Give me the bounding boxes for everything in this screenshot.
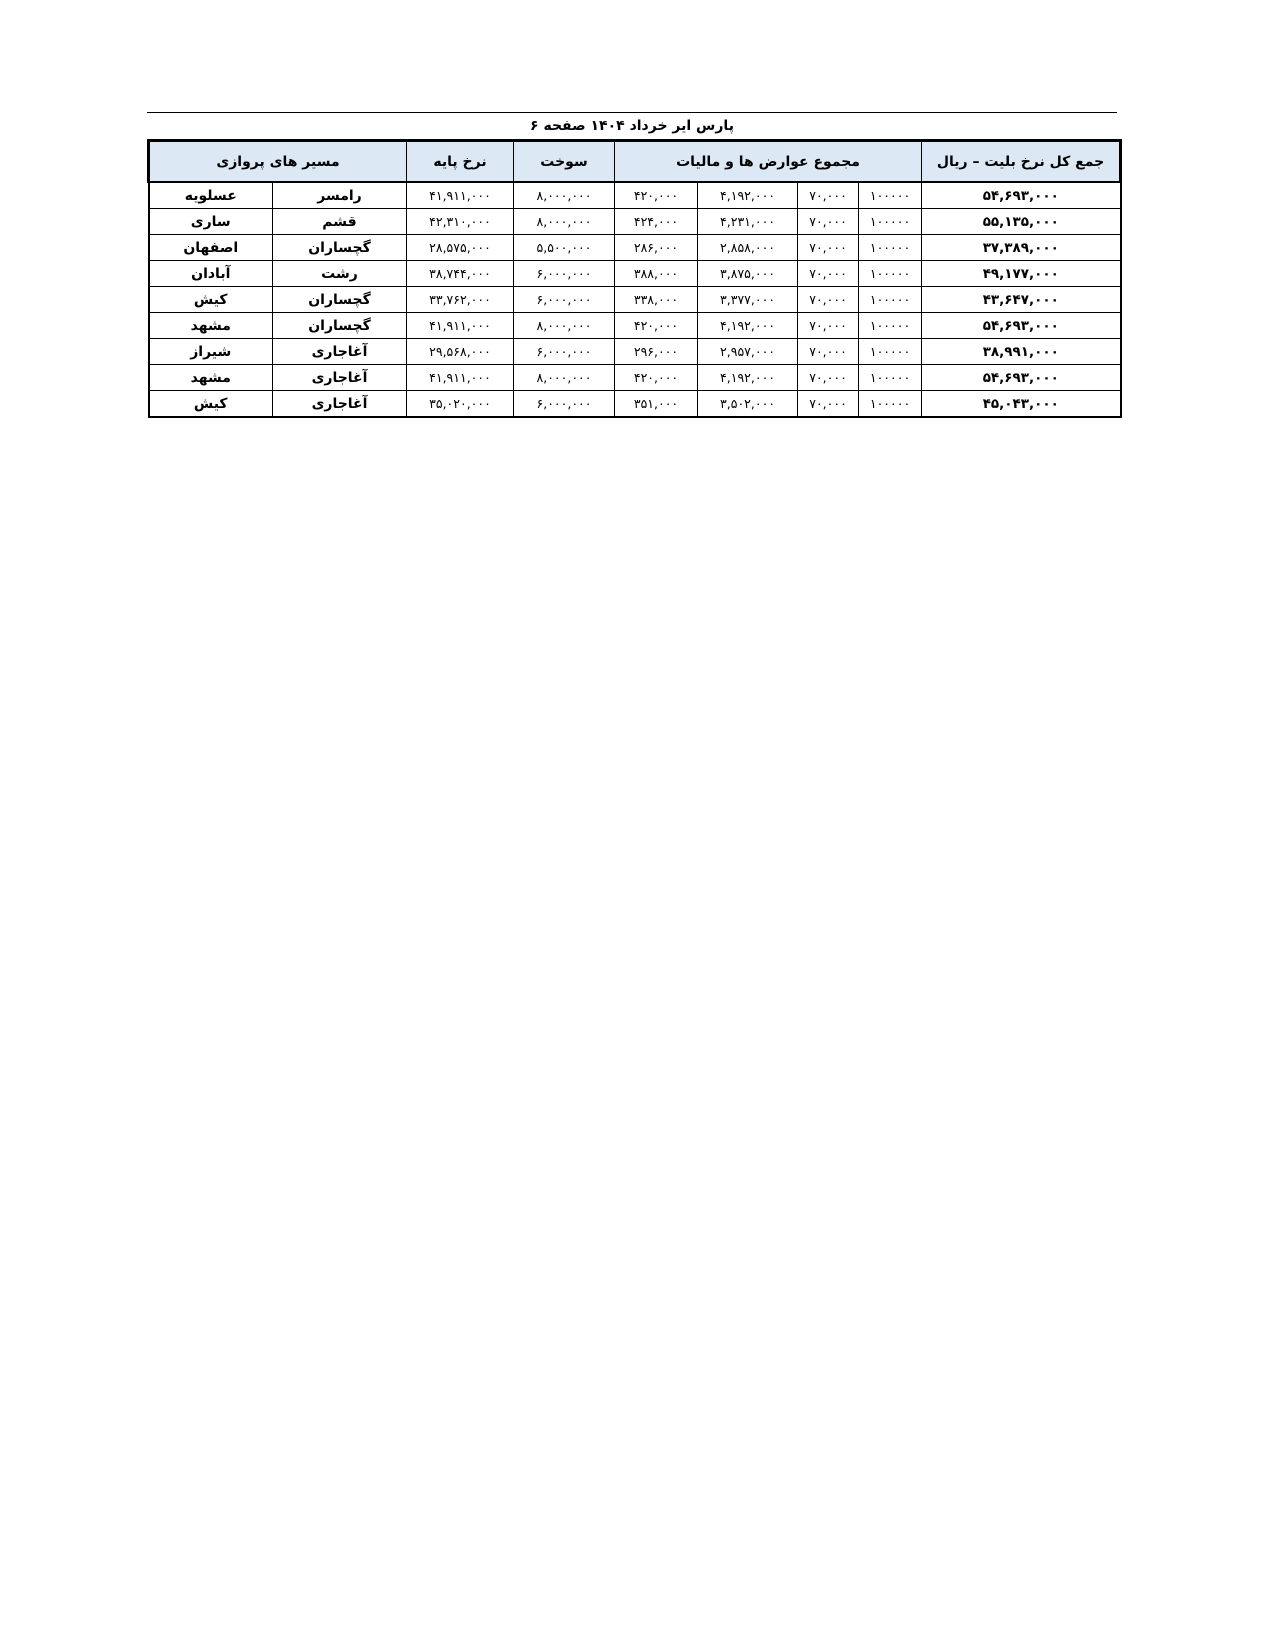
cell-origin: قشم	[273, 209, 407, 235]
cell-fuel: ۸,۰۰۰,۰۰۰	[514, 313, 615, 339]
cell-tax-4: ۴۲۰,۰۰۰	[615, 365, 698, 391]
cell-tax-1: ۱۰۰۰۰۰	[859, 339, 922, 365]
cell-tax-3: ۴,۱۹۲,۰۰۰	[698, 313, 798, 339]
cell-origin: گچساران	[273, 313, 407, 339]
cell-origin: آغاجاری	[273, 391, 407, 418]
table-row	[149, 339, 1121, 365]
cell-tax-4: ۳۵۱,۰۰۰	[615, 391, 698, 418]
cell-tax-4: ۲۸۶,۰۰۰	[615, 235, 698, 261]
cell-tax-4: ۴۲۰,۰۰۰	[615, 182, 698, 209]
fare-table	[147, 139, 1122, 418]
cell-base-fare: ۲۹,۵۶۸,۰۰۰	[407, 339, 514, 365]
cell-base-fare: ۴۱,۹۱۱,۰۰۰	[407, 313, 514, 339]
cell-tax-2: ۷۰,۰۰۰	[798, 365, 859, 391]
cell-total: ۳۸,۹۹۱,۰۰۰	[922, 339, 1121, 365]
table-row	[149, 391, 1121, 418]
cell-total: ۴۹,۱۷۷,۰۰۰	[922, 261, 1121, 287]
cell-total: ۵۴,۶۹۳,۰۰۰	[922, 313, 1121, 339]
cell-tax-1: ۱۰۰۰۰۰	[859, 261, 922, 287]
cell-destination: ساری	[149, 209, 273, 235]
cell-tax-3: ۴,۱۹۲,۰۰۰	[698, 365, 798, 391]
table-row	[149, 182, 1121, 209]
cell-tax-1: ۱۰۰۰۰۰	[859, 182, 922, 209]
cell-fuel: ۶,۰۰۰,۰۰۰	[514, 261, 615, 287]
table-header-row	[149, 141, 1121, 183]
cell-tax-4: ۴۲۰,۰۰۰	[615, 313, 698, 339]
cell-tax-3: ۲,۹۵۷,۰۰۰	[698, 339, 798, 365]
cell-tax-2: ۷۰,۰۰۰	[798, 209, 859, 235]
cell-tax-3: ۴,۲۳۱,۰۰۰	[698, 209, 798, 235]
cell-origin: آغاجاری	[273, 339, 407, 365]
cell-total: ۴۳,۶۴۷,۰۰۰	[922, 287, 1121, 313]
cell-tax-1: ۱۰۰۰۰۰	[859, 209, 922, 235]
table-row	[149, 287, 1121, 313]
cell-tax-2: ۷۰,۰۰۰	[798, 182, 859, 209]
cell-tax-2: ۷۰,۰۰۰	[798, 287, 859, 313]
cell-base-fare: ۴۱,۹۱۱,۰۰۰	[407, 365, 514, 391]
cell-tax-4: ۳۳۸,۰۰۰	[615, 287, 698, 313]
cell-tax-1: ۱۰۰۰۰۰	[859, 287, 922, 313]
header-routes: مسیر های پروازی	[149, 141, 407, 183]
header-fuel: سوخت	[514, 141, 615, 183]
cell-fuel: ۵,۵۰۰,۰۰۰	[514, 235, 615, 261]
cell-total: ۵۵,۱۳۵,۰۰۰	[922, 209, 1121, 235]
cell-tax-2: ۷۰,۰۰۰	[798, 313, 859, 339]
cell-destination: مشهد	[149, 313, 273, 339]
cell-origin: رشت	[273, 261, 407, 287]
table-row	[149, 313, 1121, 339]
cell-total: ۵۴,۶۹۳,۰۰۰	[922, 182, 1121, 209]
cell-tax-4: ۳۸۸,۰۰۰	[615, 261, 698, 287]
cell-fuel: ۶,۰۰۰,۰۰۰	[514, 287, 615, 313]
cell-origin: رامسر	[273, 182, 407, 209]
cell-base-fare: ۲۸,۵۷۵,۰۰۰	[407, 235, 514, 261]
cell-origin: گچساران	[273, 287, 407, 313]
cell-tax-1: ۱۰۰۰۰۰	[859, 313, 922, 339]
cell-destination: کیش	[149, 391, 273, 418]
cell-tax-2: ۷۰,۰۰۰	[798, 339, 859, 365]
header-rule	[147, 112, 1117, 113]
cell-tax-1: ۱۰۰۰۰۰	[859, 365, 922, 391]
cell-fuel: ۸,۰۰۰,۰۰۰	[514, 365, 615, 391]
cell-destination: شیراز	[149, 339, 273, 365]
cell-tax-1: ۱۰۰۰۰۰	[859, 235, 922, 261]
cell-destination: مشهد	[149, 365, 273, 391]
cell-total: ۵۴,۶۹۳,۰۰۰	[922, 365, 1121, 391]
cell-fuel: ۶,۰۰۰,۰۰۰	[514, 391, 615, 418]
table-row	[149, 365, 1121, 391]
page-title: پارس ایر خرداد ۱۴۰۴ صفحه ۶	[530, 118, 734, 134]
cell-base-fare: ۴۲,۳۱۰,۰۰۰	[407, 209, 514, 235]
cell-origin: آغاجاری	[273, 365, 407, 391]
cell-fuel: ۶,۰۰۰,۰۰۰	[514, 339, 615, 365]
table-row	[149, 209, 1121, 235]
table-row	[149, 235, 1121, 261]
header-total: جمع کل نرخ بلیت – ریال	[922, 141, 1121, 183]
cell-tax-4: ۲۹۶,۰۰۰	[615, 339, 698, 365]
cell-fuel: ۸,۰۰۰,۰۰۰	[514, 209, 615, 235]
cell-tax-2: ۷۰,۰۰۰	[798, 391, 859, 418]
cell-total: ۳۷,۳۸۹,۰۰۰	[922, 235, 1121, 261]
cell-destination: عسلویه	[149, 182, 273, 209]
cell-tax-3: ۳,۳۷۷,۰۰۰	[698, 287, 798, 313]
header-taxes: مجموع عوارض ها و مالیات	[615, 141, 922, 183]
cell-tax-3: ۲,۸۵۸,۰۰۰	[698, 235, 798, 261]
cell-tax-3: ۳,۸۷۵,۰۰۰	[698, 261, 798, 287]
cell-tax-2: ۷۰,۰۰۰	[798, 261, 859, 287]
cell-base-fare: ۴۱,۹۱۱,۰۰۰	[407, 182, 514, 209]
cell-tax-1: ۱۰۰۰۰۰	[859, 391, 922, 418]
cell-base-fare: ۳۵,۰۲۰,۰۰۰	[407, 391, 514, 418]
cell-base-fare: ۳۸,۷۴۴,۰۰۰	[407, 261, 514, 287]
cell-tax-3: ۴,۱۹۲,۰۰۰	[698, 182, 798, 209]
cell-destination: کیش	[149, 287, 273, 313]
header-base-fare: نرخ پایه	[407, 141, 514, 183]
cell-destination: آبادان	[149, 261, 273, 287]
cell-tax-3: ۳,۵۰۲,۰۰۰	[698, 391, 798, 418]
cell-fuel: ۸,۰۰۰,۰۰۰	[514, 182, 615, 209]
cell-base-fare: ۳۳,۷۶۲,۰۰۰	[407, 287, 514, 313]
cell-destination: اصفهان	[149, 235, 273, 261]
cell-total: ۴۵,۰۴۳,۰۰۰	[922, 391, 1121, 418]
cell-tax-4: ۴۲۴,۰۰۰	[615, 209, 698, 235]
table-row	[149, 261, 1121, 287]
cell-origin: گچساران	[273, 235, 407, 261]
cell-tax-2: ۷۰,۰۰۰	[798, 235, 859, 261]
